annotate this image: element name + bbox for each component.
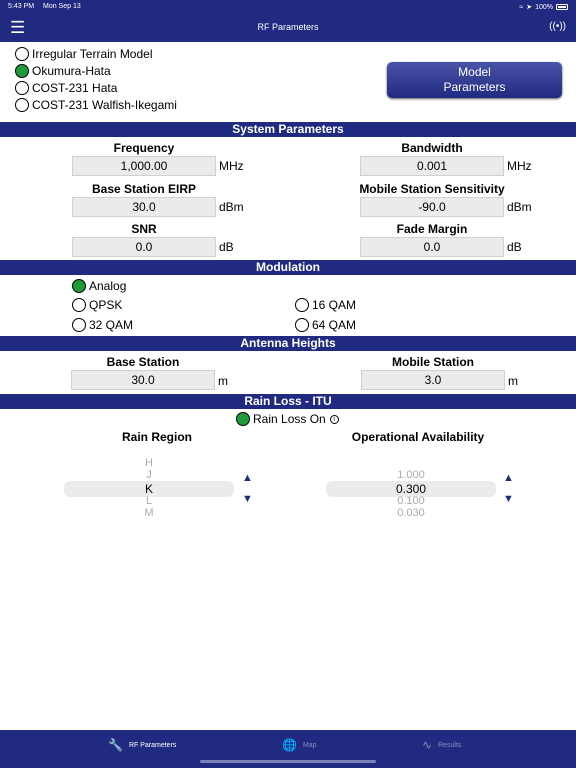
radio-circle-icon xyxy=(295,298,309,312)
picker-option-selected[interactable]: K xyxy=(144,482,153,496)
picker-option[interactable]: M xyxy=(144,507,154,519)
model-button-line1: Model xyxy=(458,65,491,79)
status-bar xyxy=(0,0,576,14)
model-radio-cost231-hata[interactable] xyxy=(15,81,117,95)
base-station-unit: m xyxy=(218,374,228,388)
radio-circle-icon xyxy=(72,318,86,332)
snr-label: SNR xyxy=(131,222,157,236)
base-station-height-input[interactable]: 30.0 xyxy=(71,370,215,390)
modulation-radio-16qam[interactable] xyxy=(295,298,356,312)
region-down-arrow-icon[interactable]: ▼ xyxy=(242,493,253,505)
model-label: COST-231 Walfish-Ikegami xyxy=(32,98,177,112)
model-button-line2: Parameters xyxy=(443,80,506,94)
radio-selected-icon xyxy=(15,64,29,78)
frequency-input[interactable]: 1,000.00 xyxy=(72,156,216,176)
mobile-station-unit: m xyxy=(508,374,518,388)
availability-down-arrow-icon[interactable]: ▼ xyxy=(503,493,514,505)
rain-region-label: Rain Region xyxy=(121,430,192,444)
picker-option[interactable]: 1.000 xyxy=(397,469,425,481)
hamburger-menu-icon[interactable]: ☰ xyxy=(10,18,26,37)
picker-option[interactable]: 0.100 xyxy=(397,495,425,507)
availability-up-arrow-icon[interactable]: ▲ xyxy=(503,472,514,484)
fade-margin-label: Fade Margin xyxy=(396,222,468,236)
radio-selected-icon xyxy=(236,412,250,426)
radio-circle-icon xyxy=(72,298,86,312)
radio-circle-icon xyxy=(295,318,309,332)
bandwidth-unit: MHz xyxy=(507,159,532,173)
tab-map[interactable] xyxy=(282,738,317,752)
model-radio-cost231-walfish[interactable] xyxy=(15,98,177,112)
picker-option[interactable]: 0.030 xyxy=(397,507,425,519)
rain-loss-label: Rain Loss On xyxy=(253,412,326,426)
modulation-label: QPSK xyxy=(89,298,123,312)
modulation-label: 16 QAM xyxy=(312,298,357,312)
sensitivity-label: Mobile Station Sensitivity xyxy=(359,182,505,196)
info-icon[interactable]: i xyxy=(330,415,339,424)
tab-label: Results xyxy=(438,741,462,749)
modulation-radio-qpsk[interactable] xyxy=(72,298,122,312)
snr-unit: dB xyxy=(219,240,234,254)
rain-loss-toggle[interactable] xyxy=(236,412,339,426)
picker-option[interactable]: H xyxy=(145,457,153,469)
rain-loss-header: Rain Loss - ITU xyxy=(0,394,576,409)
tab-rf-parameters[interactable] xyxy=(108,738,176,752)
radio-selected-icon xyxy=(72,279,86,293)
snr-input[interactable]: 0.0 xyxy=(72,237,216,257)
picker-option-selected[interactable]: 0.300 xyxy=(395,482,427,496)
frequency-label: Frequency xyxy=(113,141,175,155)
globe-icon: 🌐 xyxy=(282,738,297,752)
radio-circle-icon xyxy=(15,47,29,61)
model-parameters-button[interactable] xyxy=(387,62,562,98)
wrench-icon: 🔧 xyxy=(108,738,123,752)
sensitivity-input[interactable]: -90.0 xyxy=(360,197,504,217)
home-indicator xyxy=(200,760,376,763)
status-time: 5:43 PM xyxy=(8,3,35,10)
status-date: Mon Sep 13 xyxy=(43,3,81,10)
modulation-radio-analog[interactable] xyxy=(72,279,126,293)
battery-icon xyxy=(556,4,568,10)
eirp-input[interactable]: 30.0 xyxy=(72,197,216,217)
modulation-radio-64qam[interactable] xyxy=(295,318,356,332)
wave-icon: ∿ xyxy=(422,738,433,752)
bandwidth-input[interactable]: 0.001 xyxy=(360,156,504,176)
modulation-label: 64 QAM xyxy=(312,318,357,332)
base-station-label: Base Station xyxy=(106,355,180,369)
operational-availability-label: Operational Availability xyxy=(351,430,485,444)
nav-bar xyxy=(0,14,576,42)
modulation-label: Analog xyxy=(89,279,127,293)
modulation-radio-32qam[interactable] xyxy=(72,318,133,332)
sensitivity-unit: dBm xyxy=(507,200,532,214)
rain-region-picker[interactable] xyxy=(64,453,234,523)
picker-option[interactable]: L xyxy=(145,495,153,507)
model-label: COST-231 Hata xyxy=(32,81,118,95)
modulation-label: 32 QAM xyxy=(89,318,134,332)
tab-results[interactable] xyxy=(422,738,461,752)
fade-margin-unit: dB xyxy=(507,240,522,254)
picker-option[interactable]: J xyxy=(146,469,152,481)
frequency-unit: MHz xyxy=(219,159,244,173)
availability-picker[interactable] xyxy=(326,466,496,522)
bandwidth-label: Bandwidth xyxy=(401,141,463,155)
modulation-header: Modulation xyxy=(0,260,576,275)
status-right xyxy=(519,3,568,11)
nav-title: RF Parameters xyxy=(257,22,319,32)
battery-percent: 100% xyxy=(535,3,553,11)
tab-label: Map xyxy=(302,741,317,749)
tab-label: RF Parameters xyxy=(128,741,177,749)
mobile-station-height-input[interactable]: 3.0 xyxy=(361,370,505,390)
radio-circle-icon xyxy=(15,98,29,112)
model-label: Irregular Terrain Model xyxy=(32,47,153,61)
wifi-icon: ≈ xyxy=(519,3,524,11)
mobile-station-label: Mobile Station xyxy=(392,355,474,369)
model-label: Okumura-Hata xyxy=(32,64,111,78)
eirp-label: Base Station EIRP xyxy=(91,182,197,196)
broadcast-icon[interactable]: ((•)) xyxy=(549,21,566,32)
model-radio-okumura-hata[interactable] xyxy=(15,64,111,78)
antenna-heights-header: Antenna Heights xyxy=(0,336,576,351)
location-icon: ➤ xyxy=(526,4,533,11)
region-up-arrow-icon[interactable]: ▲ xyxy=(242,472,253,484)
eirp-unit: dBm xyxy=(219,200,244,214)
radio-circle-icon xyxy=(15,81,29,95)
model-radio-itm[interactable] xyxy=(15,47,153,61)
fade-margin-input[interactable]: 0.0 xyxy=(360,237,504,257)
system-parameters-header: System Parameters xyxy=(0,122,576,137)
